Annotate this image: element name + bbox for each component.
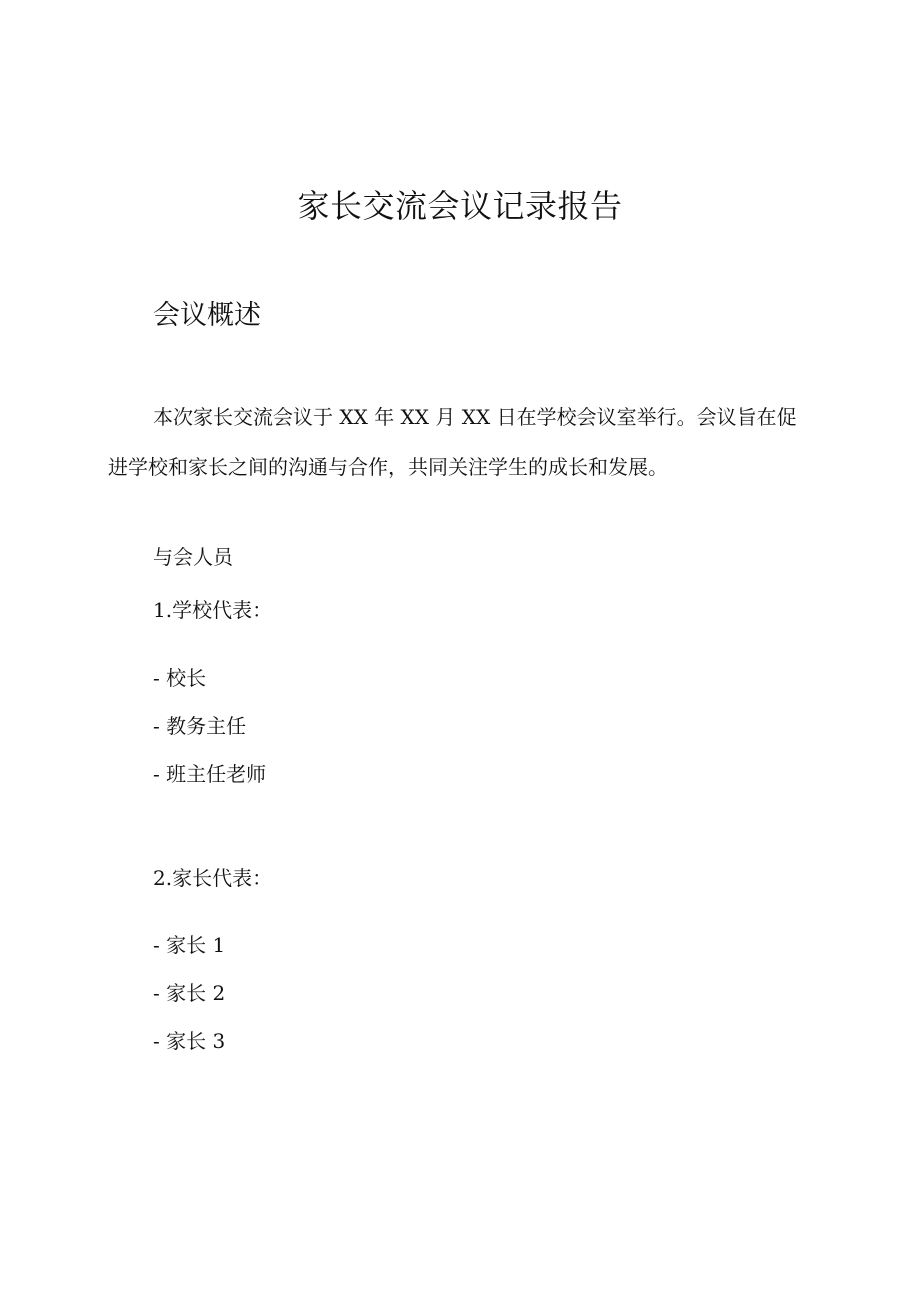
list-item: - 校长 [153, 666, 207, 690]
list-item: - 班主任老师 [153, 762, 267, 786]
overview-paragraph: 本次家长交流会议于 XX 年 XX 月 XX 日在学校会议室举行。会议旨在促进学校和家长之间的沟通与合作，共同关注学生的成长和发展。 [108, 405, 797, 479]
list-item: - 教务主任 [153, 714, 247, 738]
section-heading-overview: 会议概述 [153, 300, 261, 331]
school-representatives-label: 1.学校代表： [153, 598, 273, 622]
parent-representatives-label: 2.家长代表： [153, 866, 273, 890]
list-item: - 家长 3 [153, 1029, 226, 1053]
attendees-label: 与会人员 [153, 545, 233, 569]
list-item: - 家长 2 [153, 981, 226, 1005]
list-item: - 家长 1 [153, 933, 226, 957]
document-title: 家长交流会议记录报告 [297, 187, 623, 225]
